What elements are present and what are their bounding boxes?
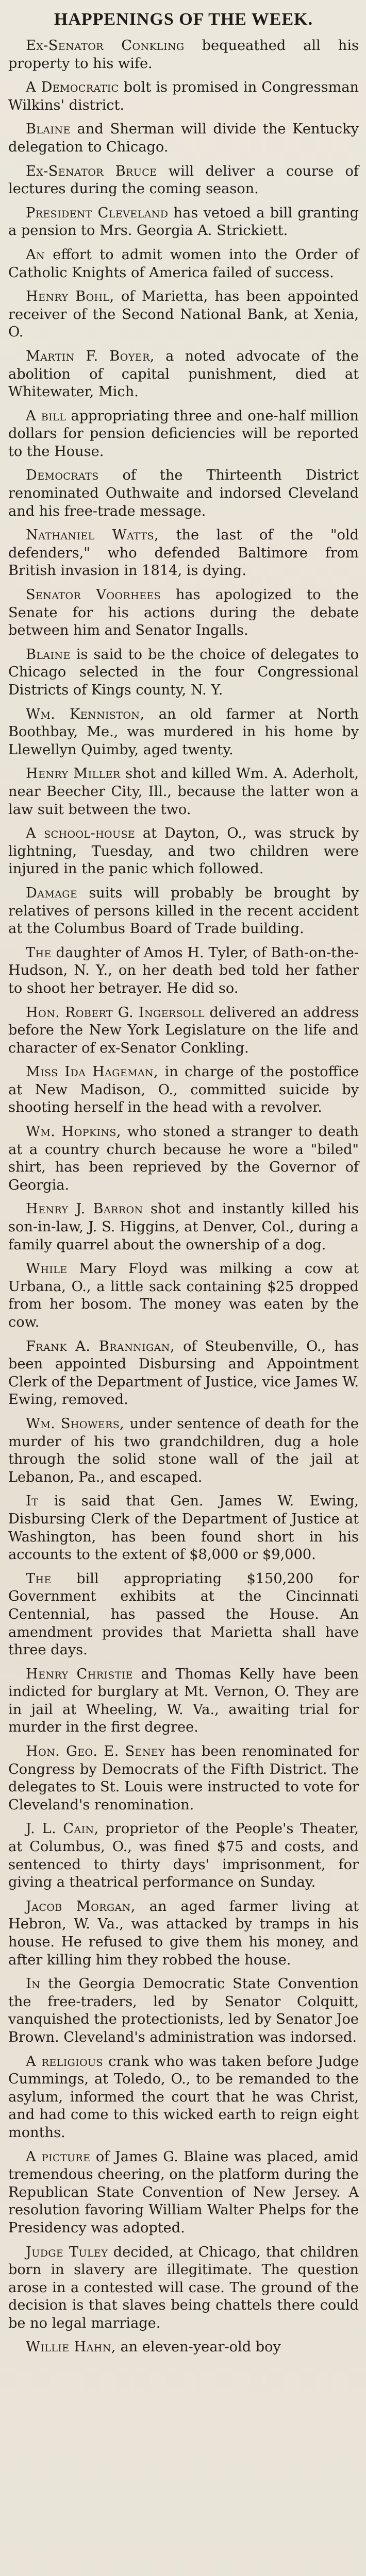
news-item-lead: Hon. Robert G. Ingersoll (26, 1004, 205, 1021)
news-item-lead: A religious (26, 2053, 103, 2070)
news-item-lead: Miss Ida Hageman, (26, 1064, 159, 1080)
news-item (8, 1200, 359, 1254)
news-item (8, 885, 359, 938)
news-item-text: an old farmer at North Boothbay, Me., was murdered in his home by Llewellyn Quimby, aged twenty. (8, 706, 359, 758)
news-item-text: suits will probably be brought by relatives of persons killed in the recent accident at the Columbus Board of Trade building. (8, 885, 359, 937)
news-item-text: and Thomas Kelly have been indicted for burglary at Mt. Vernon, O. They are in jail at Wheeling, W. Va., awaiting trial for murder in the first degree. (8, 1666, 359, 1736)
news-item (8, 1820, 359, 1891)
news-item (8, 2148, 359, 2238)
news-item-lead: Blaine (26, 646, 71, 663)
news-item-lead: Democrats (26, 467, 99, 484)
news-item-lead: Frank A. Brannigan, (26, 1338, 175, 1354)
news-item-text: bolt is promised in Congressman Wilkins' district. (8, 79, 359, 113)
news-item (8, 121, 359, 156)
news-item-lead: Henry Miller (26, 766, 121, 782)
news-item (8, 2244, 359, 2333)
news-item-lead: Ex-Senator Conkling (26, 38, 185, 54)
news-item (8, 2338, 359, 2356)
news-item (8, 1004, 359, 1058)
news-item (8, 1975, 359, 2046)
news-item-lead: Wm. Showers, (26, 1415, 125, 1432)
news-item (8, 163, 359, 198)
news-item-text: is said that Gen. James W. Ewing, Disbursing Clerk of the Department of Justice at Washington, has been found short in his accounts to the extent of $8,000 or $9,000. (8, 1493, 359, 1563)
news-item-text: the last of the "old defenders," who defended Baltimore from British invasion in 1814, is dying. (8, 527, 359, 579)
news-item (8, 467, 359, 520)
news-item-text: is said to be the choice of delegates to Chicago selected in the four Congressional Districts of Kings county, N. Y. (8, 646, 359, 698)
news-item-lead: A school-house (26, 825, 136, 842)
news-item-lead: Ex-Senator Bruce (26, 163, 157, 179)
news-item-lead: A bill (26, 408, 66, 424)
news-item-lead: Jacob Morgan, (26, 1898, 136, 1914)
news-item-text: appropriating three and one-half million dollars for pension deficiencies will be reported to the House. (8, 408, 359, 460)
news-item (8, 825, 359, 878)
news-item-text: in charge of the postoffice at New Madison, O., committed suicide by shooting herself in the head with a revolver. (8, 1064, 359, 1116)
news-item-lead: Senator Voorhees (26, 587, 161, 603)
news-item (8, 706, 359, 759)
news-item-lead: It (26, 1493, 39, 1510)
news-item-lead: J. L. Cain, (26, 1821, 99, 1837)
news-item (8, 205, 359, 240)
news-item (8, 1898, 359, 1969)
news-item-text: has been renominated for Congress by Democrats of the Fifth District. The delegates to St. Louis were instructed to vote for Cleveland's renomination. (8, 1743, 359, 1813)
news-item-text: shot and instantly killed his son-in-law, J. S. Higgins, at Denver, Col., during a family quarrel about the ownership of a dog. (8, 1201, 359, 1253)
news-item-text: will deliver a course of lectures during the coming season. (8, 163, 359, 197)
news-item-lead: A picture (26, 2148, 91, 2165)
news-item (8, 1123, 359, 1194)
news-item-text: crank who was taken before Judge Cummings, at Toledo, O., to be remanded to the asylum, informed the court that he was Christ, and had come to this wicked earth to reign eight months. (8, 2053, 359, 2141)
news-item (8, 765, 359, 819)
news-item (8, 1338, 359, 1409)
news-item (8, 37, 359, 73)
news-item-text: of Steubenville, O., has been appointed Disbursing and Appointment Clerk of the Department of Justice, vice James W. Ewing, removed. (8, 1338, 359, 1408)
news-item-lead: In (26, 1976, 41, 1992)
news-item-text: of Marietta, has been appointed receiver of the Second National Bank, at Xenia, O. (8, 289, 359, 341)
news-item-text: delivered an address before the New York Legislature on the life and character of ex-Senator Conkling. (8, 1004, 359, 1056)
news-item (8, 1666, 359, 1737)
news-item-text: decided, at Chicago, that children born in slavery are illegitimate. The question arose in a contested will case. The ground of the decision is that slaves being chattels there could be no legal marriage. (8, 2244, 359, 2331)
news-item (8, 79, 359, 114)
news-item-lead: Willie Hahn, (26, 2339, 116, 2355)
news-items (8, 37, 359, 2356)
news-item-lead: Henry Christie (26, 1666, 133, 1682)
news-item-text: at Dayton, O., was struck by lightning, Tuesday, and two children were injured in the panic which followed. (8, 825, 359, 877)
news-item (8, 1743, 359, 1814)
news-item-lead: Hon. Geo. E. Seney (26, 1743, 165, 1760)
news-item-text: daughter of Amos H. Tyler, of Bath-on-the-Hudson, N. Y., on her death bed told her father to shoot her betrayer. He did so. (8, 944, 359, 996)
news-item-text: bequeathed all his property to his wife. (8, 38, 359, 72)
column-headline: HAPPENINGS OF THE WEEK. (54, 10, 313, 29)
news-item (8, 408, 359, 461)
news-item-text: an eleven-year-old boy (120, 2339, 281, 2355)
news-item-lead: Wm. Hopkins, (26, 1124, 121, 1140)
news-item (8, 527, 359, 580)
news-item (8, 1415, 359, 1486)
news-item-text: proprietor of the People's Theater, at Columbus, O., was fined $75 and costs, and sentenced to thirty days' imprisonment, for giving a theatrical performance on Sunday. (8, 1821, 359, 1891)
news-item (8, 2053, 359, 2142)
news-item-lead: Blaine (26, 121, 71, 138)
news-item (8, 288, 359, 342)
news-item-text: who stoned a stranger to death at a country church because he wore a "biled" shirt, has been reprieved by the Governor of Georgia. (8, 1124, 359, 1193)
news-item-lead: Wm. Kenniston, (26, 706, 145, 722)
news-item-text: under sentence of death for the murder of his two grandchildren, dug a hole through the solid stone wall of the jail at Lebanon, Pa., and escaped. (8, 1415, 359, 1485)
news-item (8, 1570, 359, 1659)
news-item (8, 348, 359, 401)
news-item (8, 944, 359, 998)
news-item-text: an aged farmer living at Hebron, W. Va., was attacked by tramps in his house. He refused to give them his money, and after killing him they robbed the house. (8, 1898, 359, 1968)
news-item-lead: The (26, 1570, 52, 1587)
news-item-text: bill appropriating $150,200 for Government exhibits at the Cincinnati Centennial, has passed the House. An amendment provides that Marietta shall have three days. (8, 1570, 359, 1658)
news-item-text: a noted advocate of the abolition of capital punishment, died at Whitewater, Mich. (8, 348, 359, 400)
news-item-text: the Georgia Democratic State Convention the free-traders, led by Senator Colquitt, vanquished the protectionists, led by Senator Joe Brown. Cleveland's administration was indorsed. (8, 1976, 359, 2045)
news-item-lead: Nathaniel Watts, (26, 527, 159, 544)
news-item-text: has vetoed a bill granting a pension to Mrs. Georgia A. Strickiett. (8, 205, 359, 239)
news-item (8, 1260, 359, 1331)
news-item-text: effort to admit women into the Order of Catholic Knights of America failed of success. (8, 246, 359, 281)
news-item-lead: The (26, 944, 52, 961)
news-item (8, 246, 359, 282)
news-item-text: of James G. Blaine was placed, amid tremendous cheering, on the platform during the Republican State Convention of New Jersey. A resolution favoring William Walter Phelps for the Presidency was adopted. (8, 2148, 359, 2236)
news-item (8, 1063, 359, 1117)
news-item-text: of the Thirteenth District renominated Outhwaite and indorsed Cleveland and his free-trade message. (8, 467, 359, 519)
news-item (8, 1493, 359, 1564)
news-item-text: Mary Floyd was milking a cow at Urbana, O., a little sack containing $25 dropped from her bosom. The money was eaten by the cow. (8, 1261, 359, 1330)
news-item-lead: Martin F. Boyer, (26, 348, 155, 364)
news-item-text: has apologized to the Senate for his actions during the debate between him and Senator Ingalls. (8, 587, 359, 639)
news-item-lead: A Democratic (26, 79, 119, 96)
news-item (8, 646, 359, 700)
news-item (8, 586, 359, 640)
news-item-lead: President Cleveland (26, 205, 169, 221)
news-item-text: shot and killed Wm. A. Aderholt, near Beecher City, Ill., because the latter won a law suit between the two. (8, 766, 359, 818)
news-item-text: and Sherman will divide the Kentucky delegation to Chicago. (8, 121, 359, 155)
news-item-lead: Damage (26, 885, 78, 901)
news-item-lead: Henry Bohl, (26, 289, 114, 305)
news-item-lead: Judge Tuley (26, 2244, 108, 2260)
news-item-lead: An (26, 246, 45, 263)
news-item-lead: Henry J. Barron (26, 1201, 143, 1217)
news-item-lead: While (26, 1261, 68, 1277)
